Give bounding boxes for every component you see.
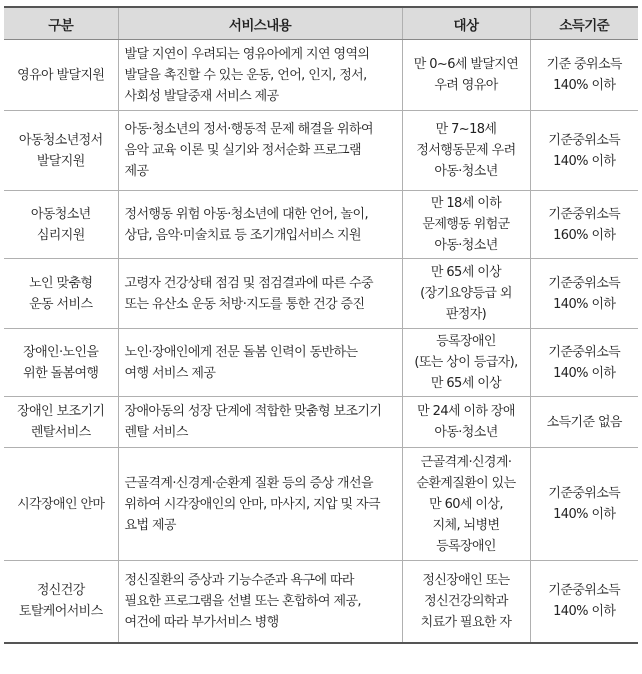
service-cell-line: 상담, 음악·미술치료 등 조기개입서비스 지원 xyxy=(124,227,361,243)
category-cell xyxy=(4,111,118,191)
target-cell-line: (또는 상이 등급자), xyxy=(414,355,518,370)
target-cell xyxy=(402,40,530,111)
table-row xyxy=(4,111,638,191)
service-cell-line: 정서행동 위험 아동·청소년에 대한 언어, 놀이, xyxy=(124,206,369,222)
service-cell xyxy=(118,111,402,191)
target-cell xyxy=(402,329,530,397)
table-row xyxy=(4,397,638,448)
service-cell-line: 장애아동의 성장 단계에 적합한 맞춤형 보조기기 xyxy=(124,404,382,419)
service-cell xyxy=(118,329,402,397)
category-cell-line: 장애인·노인을 xyxy=(23,344,99,360)
income-cell-line: 140% 이하 xyxy=(553,296,616,312)
service-cell-line: 여행 서비스 제공 xyxy=(124,365,216,381)
income-cell-line: 140% 이하 xyxy=(553,365,616,381)
service-cell xyxy=(118,397,402,448)
target-cell xyxy=(402,448,530,561)
service-cell-line: 발달 지연이 우려되는 영유아에게 지연 영역의 xyxy=(124,46,370,62)
category-cell-line: 아동청소년 xyxy=(30,206,91,222)
service-cell-line: 여건에 따라 부가서비스 병행 xyxy=(124,614,279,630)
target-cell-line: 정서행동문제 우려 xyxy=(416,143,516,158)
service-cell-line: 고령자 건강상태 점검 및 점검결과에 따른 수중 xyxy=(124,275,373,291)
category-cell xyxy=(4,191,118,259)
target-cell-line: 정신장애인 또는 xyxy=(422,572,510,588)
target-cell-line: 등록장애인 xyxy=(436,538,496,554)
table-row xyxy=(4,40,638,111)
income-cell-line: 160% 이하 xyxy=(553,227,616,243)
table-row xyxy=(4,448,638,561)
income-cell-line: 기준중위소득 xyxy=(548,206,621,222)
target-cell xyxy=(402,397,530,448)
service-cell-line: 정신질환의 증상과 기능수준과 욕구에 따라 xyxy=(124,572,354,588)
table-row xyxy=(4,191,638,259)
service-cell xyxy=(118,191,402,259)
income-cell-line: 기준중위소득 xyxy=(548,486,621,501)
target-cell-line: 만 0~6세 발달지연 xyxy=(413,57,519,72)
service-table xyxy=(4,6,638,644)
category-cell xyxy=(4,329,118,397)
income-cell xyxy=(530,111,638,191)
service-cell-line: 발달을 촉진할 수 있는 운동, 언어, 인지, 정서, xyxy=(124,67,367,83)
service-cell xyxy=(118,259,402,329)
target-cell-line: 치료가 필요한 자 xyxy=(420,614,512,630)
table-row xyxy=(4,329,638,397)
target-cell-line: 순환계질환이 있는 xyxy=(416,475,516,491)
income-cell-line: 기준중위소득 xyxy=(548,275,621,291)
service-cell-line: 노인·장애인에게 전문 돌봄 인력이 동반하는 xyxy=(124,344,358,360)
income-cell xyxy=(530,448,638,561)
income-cell xyxy=(530,329,638,397)
income-cell xyxy=(530,191,638,259)
category-cell xyxy=(4,561,118,643)
income-cell-line: 140% 이하 xyxy=(553,78,616,93)
category-cell xyxy=(4,397,118,448)
target-cell-line: 지체, 뇌병변 xyxy=(432,517,500,533)
service-cell-line: 사회성 발달중재 서비스 제공 xyxy=(124,88,279,104)
table-row xyxy=(4,259,638,329)
table-row xyxy=(4,561,638,643)
target-cell-line: 만 18세 이하 xyxy=(430,196,502,211)
service-cell-line: 아동·청소년의 정서·행동적 문제 해결을 위하여 xyxy=(124,122,373,137)
category-cell-line: 렌탈서비스 xyxy=(30,425,91,440)
target-cell-line: 만 65세 이상 xyxy=(430,376,502,391)
category-cell-line: 장애인 보조기기 xyxy=(17,404,105,419)
target-cell-line: 아동·청소년 xyxy=(434,425,498,440)
service-cell xyxy=(118,561,402,643)
target-cell-line: 문제행동 위험군 xyxy=(422,217,510,232)
service-cell-line: 근골격계·신경계·순환계 질환 등의 증상 개선을 xyxy=(124,475,373,491)
target-cell-line: 우려 영유아 xyxy=(434,78,498,93)
header-target: 대상 xyxy=(402,7,530,40)
target-cell-line: 정신건강의학과 xyxy=(424,593,508,609)
table-header xyxy=(4,7,638,40)
header-service: 서비스내용 xyxy=(118,7,402,40)
service-cell xyxy=(118,40,402,111)
income-cell-line: 140% 이하 xyxy=(553,153,616,169)
target-cell-line: 만 65세 이상 xyxy=(430,265,502,280)
category-cell-line: 아동청소년정서 xyxy=(18,132,103,148)
category-cell-line: 영유아 발달지원 xyxy=(17,67,105,83)
service-cell-line: 요법 제공 xyxy=(124,517,176,533)
header-category: 구분 xyxy=(4,7,118,40)
income-cell-line: 기준중위소득 xyxy=(548,583,621,599)
target-cell-line: 만 60세 이상, xyxy=(429,496,503,512)
category-cell xyxy=(4,259,118,329)
category-cell-line: 발달지원 xyxy=(36,153,85,169)
target-cell-line: 만 24세 이하 장애 xyxy=(417,404,515,419)
category-cell-line: 위한 돌봄여행 xyxy=(23,365,99,381)
target-cell xyxy=(402,191,530,259)
category-cell-line: 시각장애인 안마 xyxy=(17,496,105,512)
target-cell-line: 아동·청소년 xyxy=(434,238,498,253)
income-cell-line: 소득기준 없음 xyxy=(546,414,622,430)
target-cell xyxy=(402,561,530,643)
target-cell-line: 만 7~18세 xyxy=(435,122,497,137)
income-cell xyxy=(530,561,638,643)
category-cell-line: 노인 맞춤형 xyxy=(29,275,93,291)
category-cell-line: 정신건강 xyxy=(36,583,85,599)
target-cell-line: 아동·청소년 xyxy=(434,164,498,179)
category-cell-line: 운동 서비스 xyxy=(29,296,93,312)
target-cell-line: 근골격계·신경계· xyxy=(420,454,512,470)
income-cell-line: 기준중위소득 xyxy=(548,132,621,148)
income-cell-line: 기준중위소득 xyxy=(548,344,621,360)
service-cell-line: 렌탈 서비스 xyxy=(124,425,188,440)
service-cell xyxy=(118,448,402,561)
income-cell-line: 140% 이하 xyxy=(553,507,616,522)
service-cell-line: 음악 교육 이론 및 실기와 정서순화 프로그램 xyxy=(124,143,361,158)
income-cell xyxy=(530,259,638,329)
target-cell-line: 판정자) xyxy=(445,307,487,322)
income-cell-line: 140% 이하 xyxy=(553,604,616,620)
service-cell-line: 제공 xyxy=(124,164,149,179)
table-body xyxy=(4,40,638,643)
service-cell-line: 필요한 프로그램을 선별 또는 혼합하여 제공, xyxy=(124,593,361,609)
target-cell-line: 등록장애인 xyxy=(436,334,496,349)
category-cell xyxy=(4,448,118,561)
category-cell-line: 토탈케어서비스 xyxy=(18,604,103,620)
service-cell-line: 또는 유산소 운동 처방·지도를 통한 건강 증진 xyxy=(124,296,365,312)
target-cell xyxy=(402,111,530,191)
category-cell xyxy=(4,40,118,111)
income-cell-line: 기준 중위소득 xyxy=(546,57,622,72)
header-income: 소득기준 xyxy=(530,7,638,40)
service-cell-line: 위하여 시각장애인의 안마, 마사지, 지압 및 자극 xyxy=(124,496,380,512)
income-cell xyxy=(530,40,638,111)
target-cell-line: (장기요양등급 외 xyxy=(420,286,512,301)
income-cell xyxy=(530,397,638,448)
category-cell-line: 심리지원 xyxy=(36,227,85,243)
target-cell xyxy=(402,259,530,329)
